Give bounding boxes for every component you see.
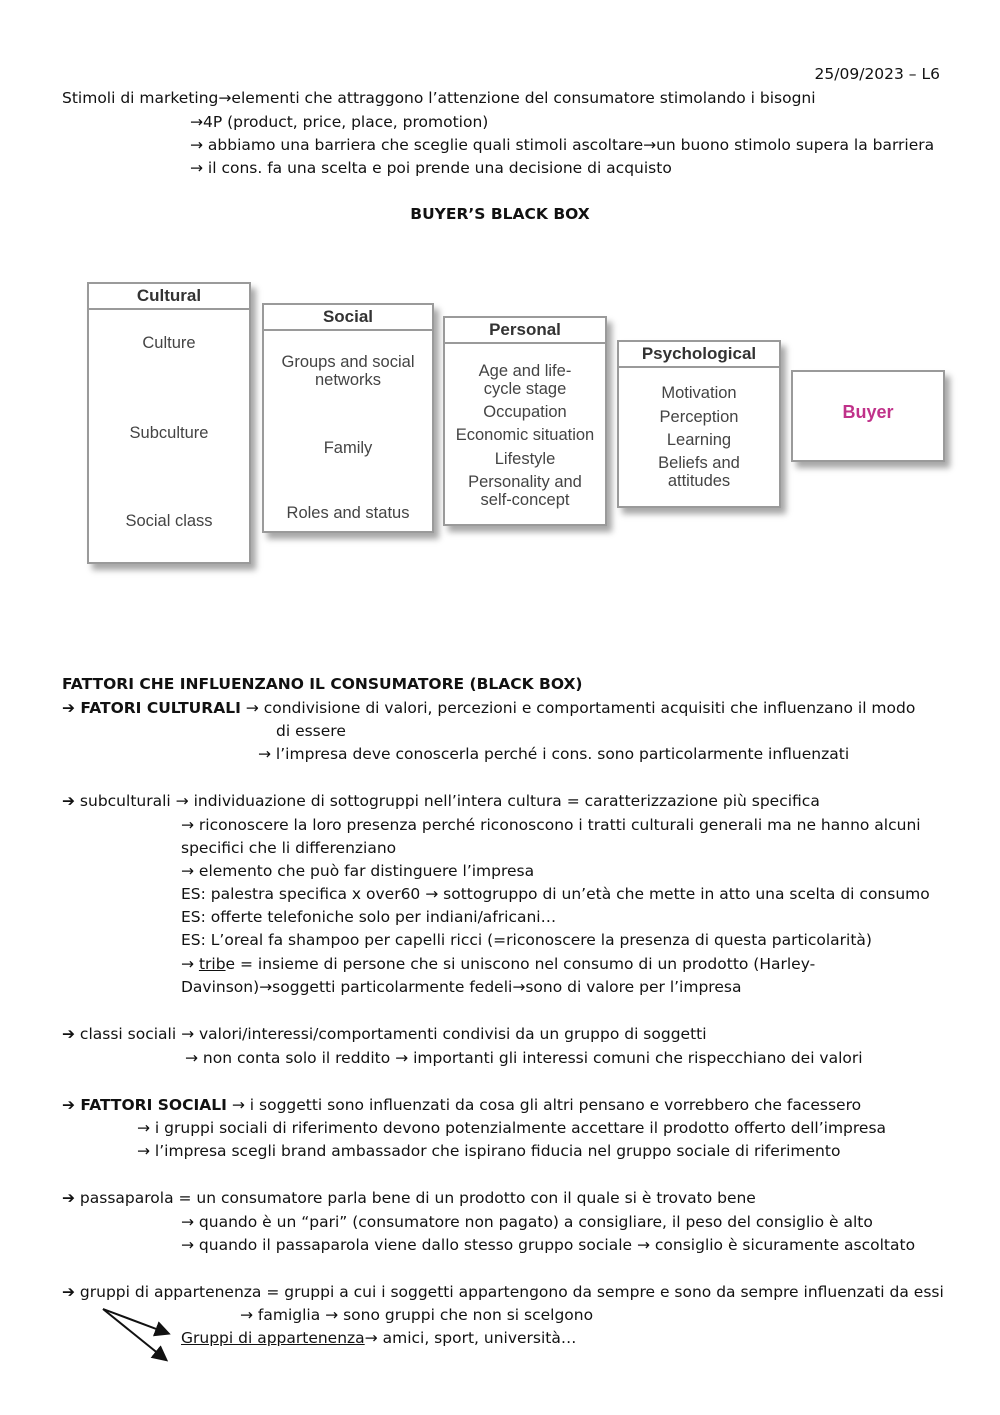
culturali-line-1b: di essere — [276, 722, 346, 740]
subculturali-line-5: ES: offerte telefoniche solo per indiani/africani… — [181, 908, 557, 926]
culturali-line-2: → l’impresa deve conoscerla perché i cons. sono particolarmente influenzati — [258, 745, 850, 763]
gruppi-line-2: → famiglia → sono gruppi che non si scelgono — [240, 1306, 594, 1324]
box-social-item: Family — [323, 439, 373, 457]
box-personal-item: Economic situation — [455, 426, 595, 444]
box-personal-item: Lifestyle — [494, 450, 556, 468]
sociali-line-2: → i gruppi sociali di riferimento devono potenzialmente accettare il prodotto offerto dell’impresa — [137, 1119, 887, 1137]
box-psychological-item: Perception — [659, 408, 739, 426]
diagram-title: BUYER’S BLACK BOX — [410, 205, 590, 223]
passaparola-line-3: → quando il passaparola viene dallo stesso gruppo sociale → consiglio è sicuramente ascoltato — [181, 1236, 916, 1254]
gruppi-line-1: ➔ gruppi di appartenenza = gruppi a cui i soggetti appartengono da sempre e sono da sempre influenzati da essi — [62, 1283, 944, 1301]
page-date: 25/09/2023 – L6 — [814, 65, 940, 83]
box-psychological — [617, 340, 781, 508]
box-cultural-header: Cultural — [89, 284, 249, 310]
intro-line-2: →4P (product, price, place, promotion) — [190, 113, 489, 131]
box-social-item: Groups and social networks — [281, 353, 415, 389]
passaparola-line-1: ➔ passaparola = un consumatore parla bene di un prodotto con il quale si è trovato bene — [62, 1189, 756, 1207]
box-psychological-item: Beliefs and attitudes — [658, 454, 740, 490]
sociali-line-1: ➔ FATTORI SOCIALI → i soggetti sono influenzati da cosa gli altri pensano e vorrebbero che facessero — [62, 1096, 862, 1114]
box-social — [262, 303, 434, 533]
subculturali-line-6: ES: L’oreal fa shampoo per capelli ricci (=riconoscere la presenza di questa particolarità) — [181, 931, 872, 949]
box-cultural-item: Social class — [125, 512, 213, 530]
subculturali-line-2b: specifici che li differenziano — [181, 839, 397, 857]
hand-drawn-arrows — [95, 1305, 185, 1365]
subculturali-line-7: → tribe = insieme di persone che si uniscono nel consumo di un prodotto (Harley- — [181, 955, 816, 973]
passaparola-line-2: → quando è un “pari” (consumatore non pagato) a consigliare, il peso del consiglio è alto — [181, 1213, 873, 1231]
box-social-header: Social — [264, 305, 432, 331]
box-personal-item: Occupation — [483, 403, 567, 421]
buyer-label: Buyer — [842, 402, 894, 422]
subculturali-line-4: ES: palestra specifica x over60 → sottogruppo di un’età che mette in atto una scelta di consumo — [181, 885, 930, 903]
intro-line-4: → il cons. fa una scelta e poi prende una decisione di acquisto — [190, 159, 672, 177]
box-cultural-item: Culture — [142, 334, 196, 352]
gruppi-line-3: Gruppi di appartenenza→ amici, sport, università… — [181, 1329, 577, 1347]
box-social-item: Roles and status — [286, 504, 410, 522]
culturali-line-1: ➔ FATORI CULTURALI → condivisione di valori, percezioni e comportamenti acquisiti che influenzano il modo — [62, 699, 916, 717]
box-psychological-item: Motivation — [661, 384, 737, 402]
subculturali-line-8: Davinson)→soggetti particolarmente fedeli→sono di valore per l’impresa — [181, 978, 742, 996]
classi-line-2: → non conta solo il reddito → importanti gli interessi comuni che rispecchiano dei valori — [185, 1049, 863, 1067]
box-personal — [443, 316, 607, 526]
subculturali-line-1: ➔ subculturali → individuazione di sottogruppi nell’intera cultura = caratterizzazione più specifica — [62, 792, 820, 810]
box-buyer — [791, 370, 945, 462]
section-heading: FATTORI CHE INFLUENZANO IL CONSUMATORE (BLACK BOX) — [62, 675, 583, 693]
classi-line-1: ➔ classi sociali → valori/interessi/comportamenti condivisi da un gruppo di soggetti — [62, 1025, 707, 1043]
sociali-line-3: → l’impresa scegli brand ambassador che ispirano fiducia nel gruppo sociale di riferimento — [137, 1142, 841, 1160]
box-personal-header: Personal — [445, 318, 605, 344]
subculturali-line-3: → elemento che può far distinguere l’impresa — [181, 862, 535, 880]
intro-line-1: Stimoli di marketing→elementi che attraggono l’attenzione del consumatore stimolando i bisogni — [62, 89, 816, 107]
box-psychological-header: Psychological — [619, 342, 779, 368]
box-personal-item: Age and life-cycle stage — [478, 362, 572, 398]
box-personal-item: Personality and self-concept — [468, 473, 582, 509]
box-cultural-item: Subculture — [129, 424, 209, 442]
box-cultural — [87, 282, 251, 564]
intro-line-3: → abbiamo una barriera che sceglie quali stimoli ascoltare→un buono stimolo supera la barriera — [190, 136, 935, 154]
box-psychological-item: Learning — [666, 431, 732, 449]
subculturali-line-2: → riconoscere la loro presenza perché riconoscono i tratti culturali generali ma ne hanno alcuni — [181, 816, 921, 834]
